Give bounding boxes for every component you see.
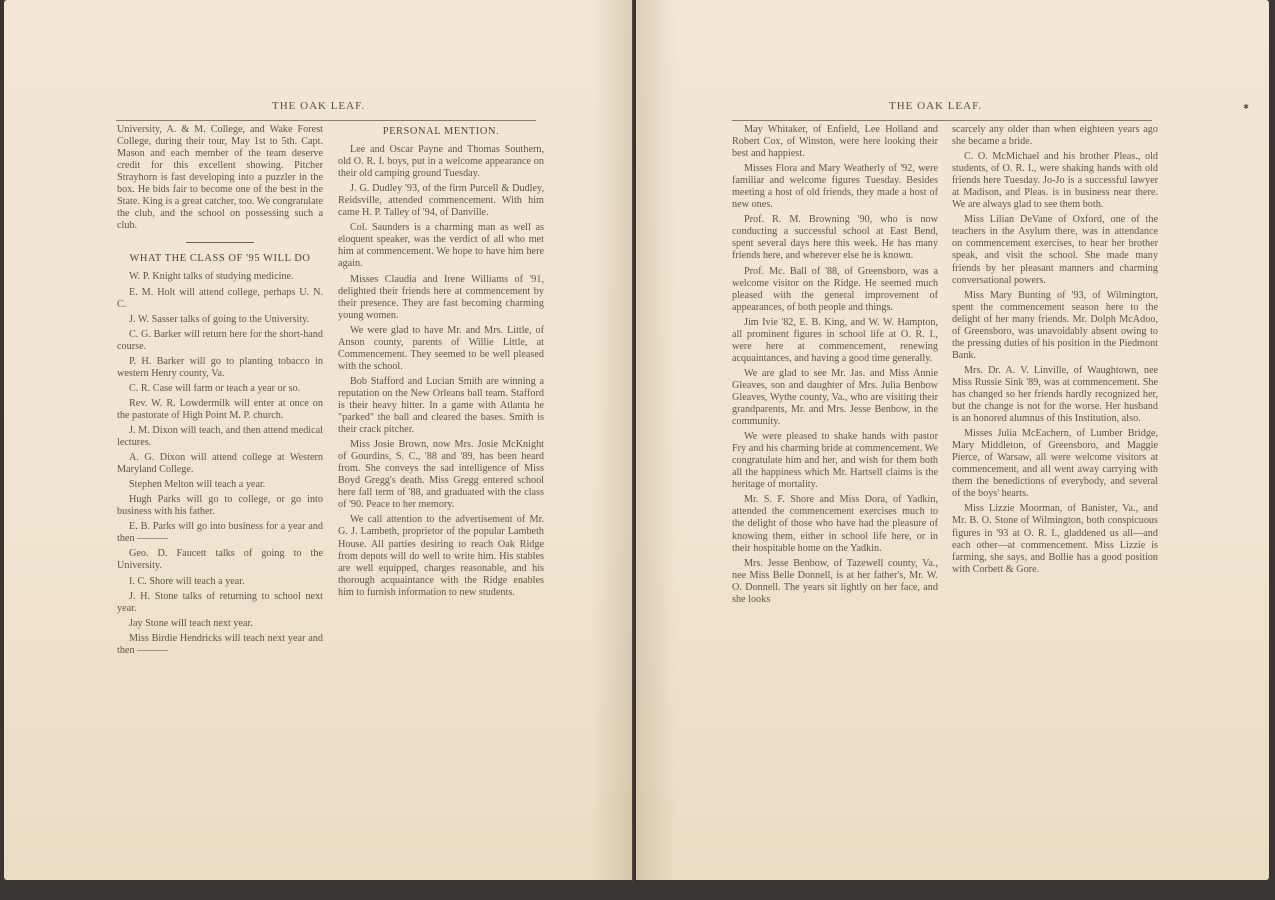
news-paragraph: Col. Saunders is a charming man as well as eloquent speaker, was the verdict of all who met him at commencement. We hope to have him here again.	[338, 222, 544, 270]
list-item: J. H. Stone talks of returning to school next year.	[117, 590, 323, 614]
news-paragraph: Prof. Mc. Ball of '88, of Greensboro, was a welcome visitor on the Ridge. He seemed much pleased with the general improvement of appearances, of both people and things.	[732, 265, 938, 313]
news-paragraph: Misses Flora and Mary Weatherly of '92, were familiar and welcome figures Tuesday. Besides meeting a host of old friends, they made a host of new ones.	[732, 163, 938, 211]
list-item: E. M. Holt will attend college, perhaps U. N. C.	[117, 286, 323, 310]
news-paragraph: Mrs. Jesse Benbow, of Tazewell county, Va., nee Miss Belle Donnell, is at her father's, Mr. W. O. Donnell. The years sit lightly on her face, and she looks	[732, 557, 938, 605]
list-item: Hugh Parks will go to college, or go into business with his father.	[117, 494, 323, 518]
left-column-1	[117, 124, 323, 660]
left-page-header: THE OAK LEAF.	[272, 100, 366, 112]
section-divider	[186, 242, 254, 243]
list-item: Jay Stone will teach next year.	[129, 617, 253, 629]
class-plans-list	[117, 271, 323, 656]
news-paragraph: We were pleased to shake hands with pastor Fry and his charming bride at commencement. We congratulate him and her, and wish for them both all the happiness which Mr. Hartsell claims is the heritage of mortality.	[732, 431, 938, 491]
news-paragraph: Misses Claudia and Irene Williams of '91, delighted their friends here at commencement by their presence. They are fast becoming charming young women.	[338, 273, 544, 321]
list-item: J. M. Dixon will teach, and then attend medical lectures.	[117, 424, 323, 449]
personal-notes-list	[732, 124, 938, 606]
news-paragraph: We were glad to have Mr. and Mrs. Little, of Anson county, parents of Willie Little, at Commencement. They seemed to be well pleased with the school.	[338, 324, 544, 372]
news-paragraph: Miss Josie Brown, now Mrs. Josie McKnight of Gourdins, S. C., '88 and '89, has been heard from. She conveys the sad intelligence of Miss Boyd Gregg's death. Miss Gregg entered school here fall term of '88, and graduated with the class of '90. Peace to her memory.	[338, 439, 544, 511]
news-paragraph: Bob Stafford and Lucian Smith are winning a reputation on the New Orleans ball team. Stafford is their heavy hitter. In a game with Atlanta he "parked" the ball and cleared the bases. Smith is their crack pitcher.	[338, 375, 544, 436]
page-gutter	[632, 0, 633, 882]
news-paragraph: May Whitaker, of Enfield, Lee Holland and Robert Cox, of Winston, were here looking their best and happiest.	[732, 124, 938, 160]
list-item: A. G. Dixon will attend college at Western Maryland College.	[117, 452, 323, 476]
list-item: J. W. Sasser talks of going to the University.	[129, 313, 310, 325]
news-paragraph: Mrs. Dr. A. V. Linville, of Waughtown, nee Miss Russie Sink '89, was at commencement. She has changed so her friends hardly recognized her, but the change is not for the worse. Her husband is an honored alumnus of this Institution, also.	[952, 364, 1158, 425]
right-column-2	[952, 124, 1158, 579]
news-paragraph: Misses Julia McEachern, of Lumber Bridge, Mary Middleton, of Greensboro, and Maggie Pierce, of Warsaw, all were welcome visitors at commencement, and all went away carrying with them the benedictions of everybody, and several of the boys' hearts.	[952, 428, 1158, 500]
news-paragraph: C. O. McMichael and his brother Pleas., old students, of O. R. I., were shaking hands with old friends here Tuesday. Jo-Jo is a successful lawyer at Madison, and Pleas. is in business near there. We are always glad to see them both.	[952, 151, 1158, 211]
news-paragraph: Mr. S. F. Shore and Miss Dora, of Yadkin, attended the commencement exercises much to the delight of those who have had the pleasure of knowing them, either in school life here, or in their hospitable home on the Yadkin.	[732, 494, 938, 554]
list-item: P. H. Barker will go to planting tobacco in western Henry county, Va.	[117, 355, 323, 379]
list-item: Miss Birdie Hendricks will teach next year and then ———	[117, 632, 323, 656]
news-paragraph: Miss Mary Bunting of '93, of Wilmington, spent the commencement season here to the delight of her many friends. Mr. Dolph McAdoo, of Greensboro, was unavoidably absent owing to the pressing duties of his position in the Piedmont Bank.	[952, 289, 1158, 361]
list-item: C. R. Case will farm or teach a year or so.	[129, 382, 301, 394]
page-mark: ✱	[1243, 103, 1249, 111]
personal-mention-list	[338, 144, 544, 599]
header-rule	[116, 120, 536, 121]
baseball-paragraph: University, A. & M. College, and Wake Forest College, during their tour, May 1st to 5th. Capt. Mason and each member of the team deserve credit for this excellent showing. Pitcher Strayhorn is fast developing into a puzzler in the box. He bids fair to become one of the best in the State. King is a great catcher, too. We congratulate the club, and the school on possessing such a club.	[117, 124, 323, 232]
list-item: I. C. Shore will teach a year.	[129, 575, 245, 587]
list-item: W. P. Knight talks of studying medicine.	[129, 271, 294, 283]
news-paragraph: Jim Ivie '82, E. B. King, and W. W. Hampton, all prominent figures in school life at O. R. I., were here at commencement, renewing acquaintances, and having a good time generally.	[732, 316, 938, 364]
right-column-1	[732, 124, 938, 609]
right-page-header: THE OAK LEAF.	[889, 100, 983, 112]
header-rule	[732, 120, 1152, 121]
news-paragraph: Miss Lizzie Moorman, of Banister, Va., and Mr. B. O. Stone of Wilmington, both conspicuous figures in '93 at O. R. I., gladdened us all—and each other—at commencement. Miss Lizzie is farming, she says, and Bollie has a good position with Corbett & Gore.	[952, 503, 1158, 575]
personal-notes-list-continued	[952, 124, 1158, 576]
news-paragraph: J. G. Dudley '93, of the firm Purcell & Dudley, Reidsville, attended commencement. With him came H. P. Talley of '94, of Danville.	[338, 183, 544, 219]
news-paragraph: Miss Lilian DeVane of Oxford, one of the teachers in the Asylum there, was in attendance on commencement exercises, to hear her brother speak, and visit the school. She made many friends by her pleasant manners and charming conversational powers.	[952, 214, 1158, 286]
list-item: Geo. D. Faucett talks of going to the University.	[117, 548, 323, 572]
news-paragraph: Prof. R. M. Browning '90, who is now conducting a successful school at East Bend, spent several days here this week. He has many friends here, and wherever else he is known.	[732, 214, 938, 262]
list-item: C. G. Barker will return here for the short-hand course.	[117, 328, 323, 352]
news-paragraph: Lee and Oscar Payne and Thomas Southern, old O. R. I. boys, put in a welcome appearance on their old camping ground Tuesday.	[338, 144, 544, 180]
left-page	[4, 0, 632, 880]
right-page	[636, 0, 1269, 880]
left-column-2	[338, 124, 544, 602]
personal-mention-heading: PERSONAL MENTION.	[382, 126, 500, 137]
list-item: E. B. Parks will go into business for a year and then ———	[117, 521, 323, 545]
list-item: Stephen Melton will teach a year.	[129, 479, 266, 491]
class-of-95-heading: WHAT THE CLASS OF '95 WILL DO	[129, 253, 311, 265]
news-paragraph: We are glad to see Mr. Jas. and Miss Annie Gleaves, son and daughter of Mrs. Julia Benbow Gleaves, Wythe county, Va., who are visiting their grandparents, Mr. and Mrs. Jesse Benbow, in the community.	[732, 367, 938, 428]
news-paragraph: We call attention to the advertisement of Mr. G. J. Lambeth, proprietor of the popular Lambeth House. All parties desiring to reach Oak Ridge from depots will do well to write him. His stables are well equipped, charges reasonable, and his thorough acquaintance with the Ridge enables him to furnish information to new students.	[338, 514, 544, 598]
news-paragraph: scarcely any older than when eighteen years ago she became a bride.	[952, 124, 1158, 148]
list-item: Rev. W. R. Lowdermilk will enter at once on the pastorate of High Point M. P. church.	[117, 397, 323, 421]
